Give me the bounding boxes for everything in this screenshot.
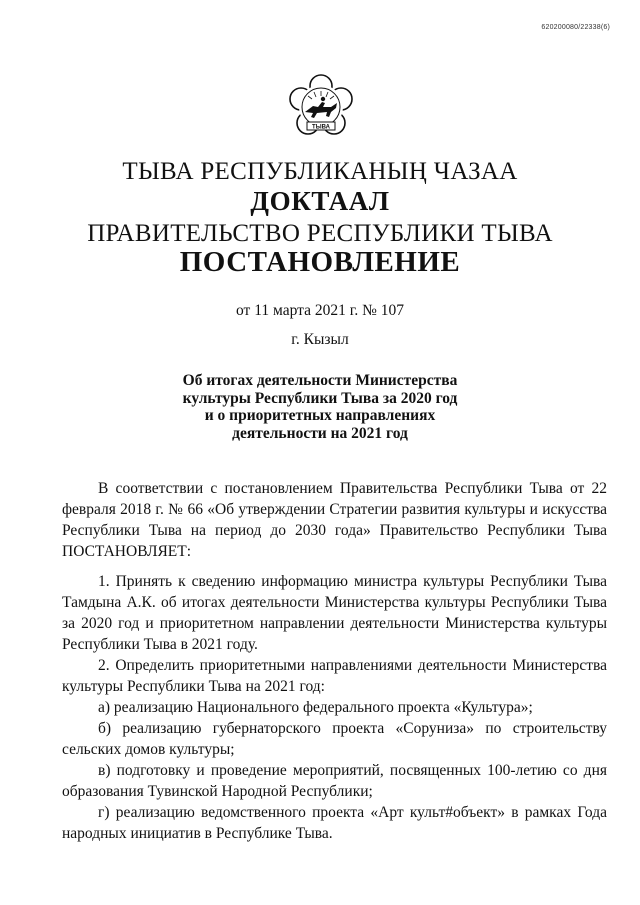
tyva-document-type: ДОКТААЛ	[250, 186, 390, 216]
title-line: деятельности на 2021 год	[232, 424, 408, 442]
document-registration-code: 620200080/22338(6)	[541, 24, 610, 31]
document-title	[150, 372, 490, 442]
document-city: г. Кызыл	[291, 331, 349, 348]
russian-government-name: ПРАВИТЕЛЬСТВО РЕСПУБЛИКИ ТЫВА	[87, 220, 553, 247]
resolution-items	[62, 571, 607, 844]
title-line: Об итогах деятельности Министерства	[182, 372, 458, 389]
emblem-inscription: ТЫВА	[312, 124, 330, 131]
document-date-number: от 11 марта 2021 г. № 107	[236, 302, 404, 319]
item-paragraph-2: 2. Определить приоритетными направлениями деятельности Министерства культуры Республики Тыва на 2021 год:	[62, 657, 607, 695]
russian-document-type: ПОСТАНОВЛЕНИЕ	[179, 246, 461, 278]
item-paragraph-1: 1. Принять к сведению информацию министра культуры Республики Тыва Тамдына А.К. об итогах деятельности Министерства культуры Республики Тыва за 2020 год и приоритетном направлении деятельности Министерства культуры Республики Тыва в 2021 году.	[62, 573, 607, 653]
item-paragraph-2b: б) реализацию губернаторского проекта «Соруниза» по строительству сельских домов культуры;	[62, 720, 607, 758]
item-paragraph-2a: а) реализацию Национального федерального проекта «Культура»;	[98, 699, 533, 716]
tuva-coat-of-arms-icon	[285, 72, 357, 144]
title-line: культуры Республики Тыва за 2020 год	[182, 389, 458, 407]
tyva-government-name: ТЫВА РЕСПУБЛИКАНЫҢ ЧАЗАА	[122, 158, 518, 185]
preamble-section	[62, 478, 607, 562]
item-paragraph-2c: в) подготовку и проведение мероприятий, посвященных 100-летию со дня образования Тувинской Народной Республики;	[62, 762, 607, 800]
title-line: и о приоритетных направлениях	[204, 407, 436, 424]
item-paragraph-2d: г) реализацию ведомственного проекта «Арт культ#объект» в рамках Года народных инициатив в Республике Тыва.	[62, 804, 607, 842]
preamble-paragraph: В соответствии с постановлением Правительства Республики Тыва от 22 февраля 2018 г. № 66 «Об утверждении Стратегии развития культуры и искусства Республики Тыва на период до 2030 года» Правительство Республики Тыва ПОСТАНОВЛЯЕТ:	[62, 480, 607, 560]
